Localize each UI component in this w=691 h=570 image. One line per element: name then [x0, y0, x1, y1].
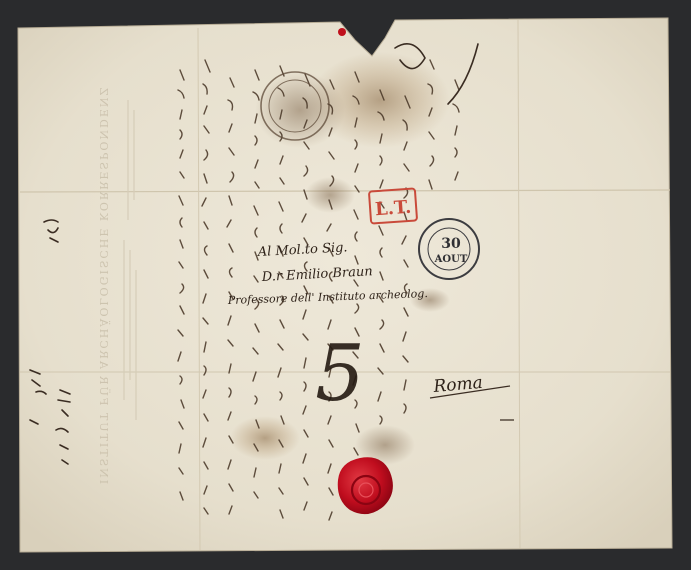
address-line-2: D.r Emilio Braun: [261, 264, 374, 285]
destination-roma: Roma: [432, 372, 484, 397]
postage-charge-mark: 5: [315, 329, 365, 419]
postmark-day: 30: [441, 236, 461, 252]
transit-mark-text: L.T.: [374, 196, 412, 221]
water-stain: [230, 416, 300, 460]
water-stain: [305, 177, 355, 213]
date-postmark: [419, 219, 479, 279]
postmark-month: AOUT: [434, 254, 468, 265]
address-line-1: Al Mol.to Sig.: [257, 240, 348, 260]
red-spot: [338, 28, 346, 36]
mirror-print-heading: INSTITUT FÜR ARCHÄOLOGISCHE KORRESPONDENZ: [97, 85, 110, 485]
address-line-3: Professore dell' Instituto archeolog.: [227, 287, 429, 307]
